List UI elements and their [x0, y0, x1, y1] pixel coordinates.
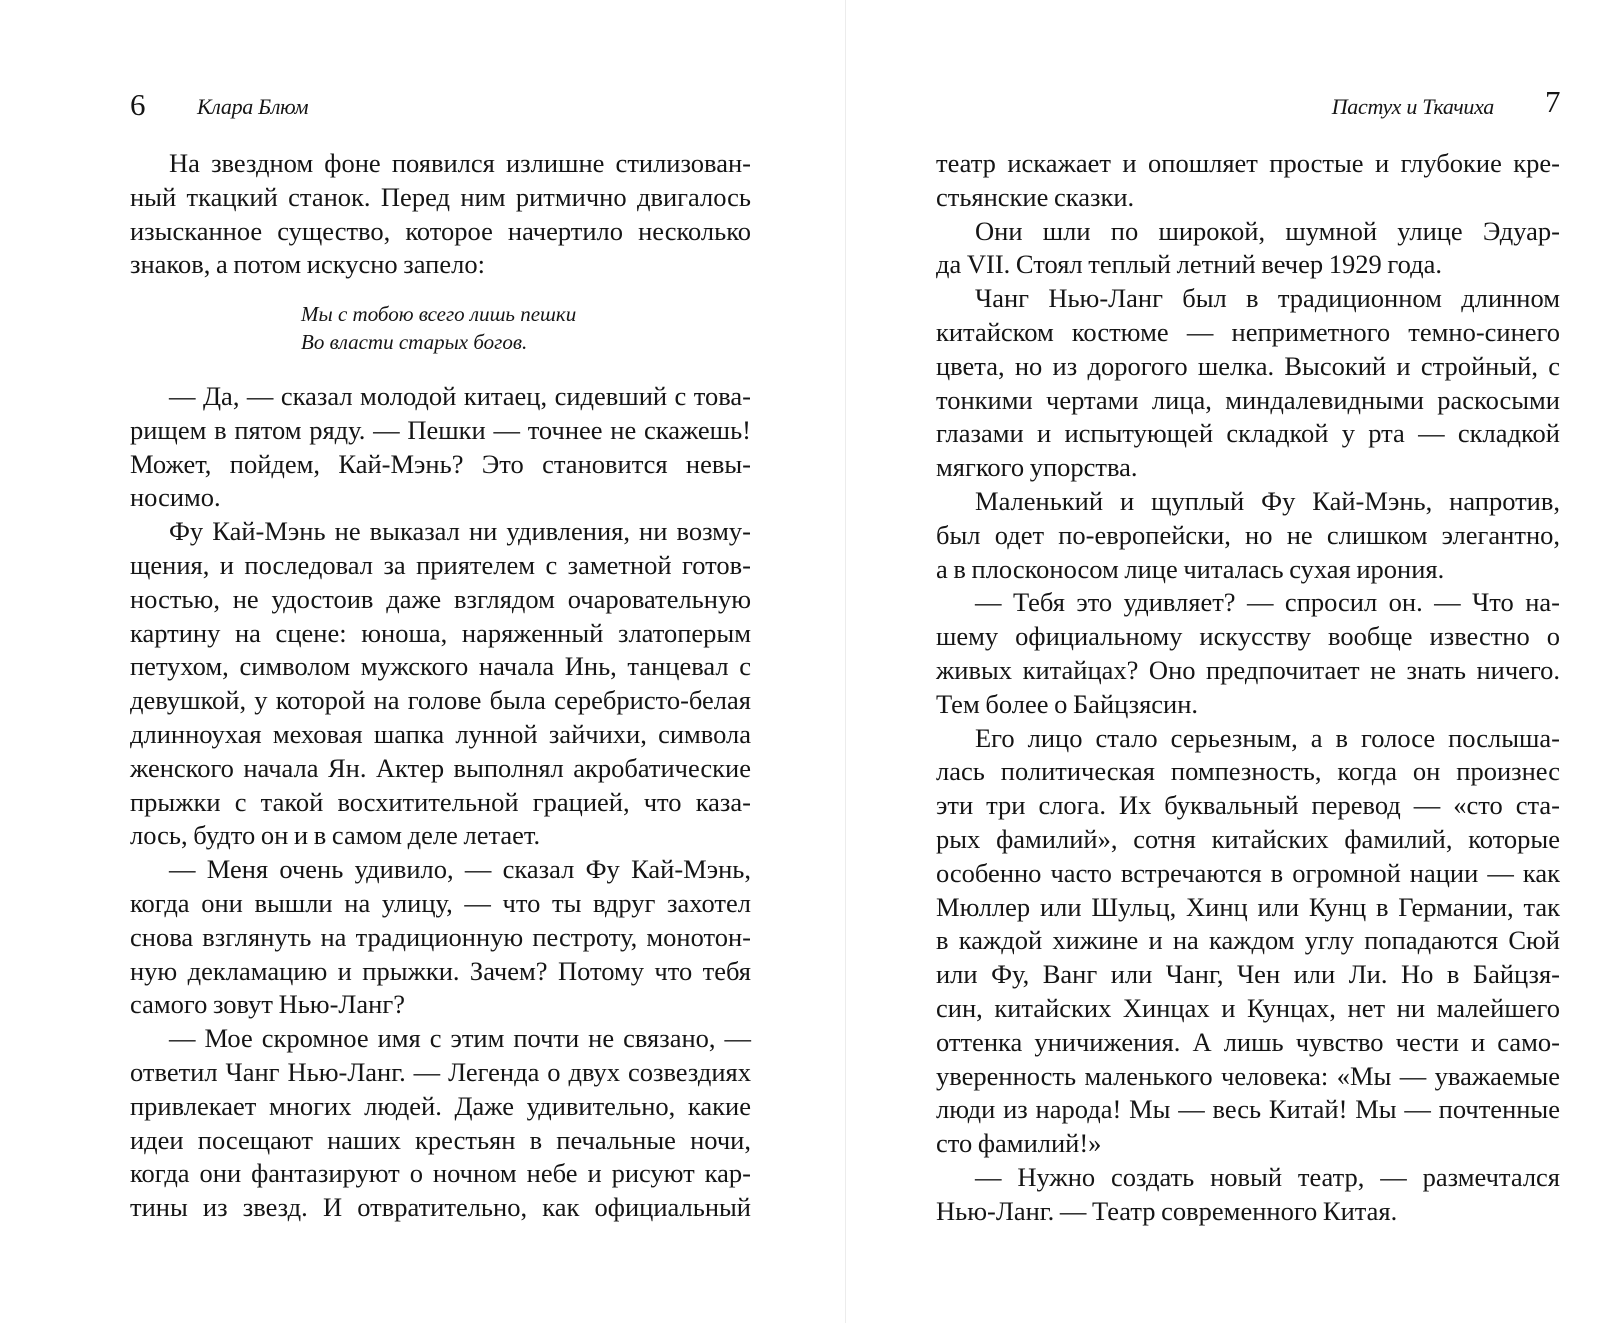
text-line: был одет по-европейски, но не слишком элегантно, [936, 519, 1560, 550]
running-head-author: Клара Блюм [197, 94, 309, 119]
body-text [936, 147, 1560, 1229]
text-line: особенно часто встречаются в огромной нации — как [936, 857, 1560, 888]
text-line: стьянские сказки. [936, 181, 1135, 212]
text-line: длинноухая меховая шапка лунной зайчихи, символа [130, 718, 751, 749]
text-line: в каждой хижине и на каждом углу попадаются Сюй [936, 925, 1560, 956]
text-line: ответил Чанг Нью-Ланг. — Легенда о двух созвездиях [130, 1056, 751, 1087]
text-line: Нью-Ланг. — Театр современного Китая. [936, 1195, 1398, 1226]
text-line: Его лицо стало серьезным, а в голосе послыша- [975, 722, 1560, 753]
text-line: сто фамилий!» [936, 1128, 1102, 1159]
text-line: Маленький и щуплый Фу Кай-Мэнь, напротив, [975, 485, 1560, 516]
text-line: — Тебя это удивляет? — спросил он. — Что на- [975, 587, 1560, 618]
text-line: да VII. Стоял теплый летний вечер 1929 года. [936, 249, 1442, 280]
text-line: тонкими чертами лица, миндалевидными раскосыми [936, 384, 1560, 415]
text-line: петухом, символом мужского начала Инь, танцевал с [130, 651, 751, 682]
text-line: шему официальному искусству вообще известно о [936, 621, 1560, 652]
verse-quote [301, 300, 576, 356]
text-line: цвета, но из дорогого шелка. Высокий и стройный, с [936, 350, 1560, 381]
text-line: Чанг Нью-Ланг был в традиционном длинном [975, 283, 1560, 314]
text-line: син, китайских Хинцах и Кунцах, нет ни малейшего [936, 992, 1560, 1023]
text-line: девушкой, у которой на голове была серебристо-белая [130, 685, 751, 716]
text-line: щения, и последовал за приятелем с заметной готов- [130, 549, 751, 580]
text-line: Тем более о Байцзясин. [936, 688, 1199, 719]
text-line: уверенность маленького человека: «Мы — уважаемые [936, 1060, 1560, 1091]
text-line: оттенка уничижения. А лишь чувство чести и само- [936, 1026, 1560, 1057]
body-text-after-verse [130, 380, 751, 1225]
text-line: а в плосконосом лице читалась сухая ирония. [936, 553, 1445, 584]
text-line: привлекает многих людей. Даже удивительно, какие [130, 1090, 751, 1121]
page-number-right: 7 [1545, 84, 1561, 119]
text-line: самого зовут Нью-Ланг? [130, 989, 405, 1020]
text-line: эти три слога. Их буквальный перевод — «сто ста- [936, 790, 1560, 821]
verse-line: Во власти старых богов. [301, 330, 528, 354]
text-line: китайском костюме — неприметного темно-синего [936, 316, 1560, 347]
book-gutter [845, 0, 846, 1323]
text-line: носимо. [130, 482, 221, 513]
text-line: лась политическая помпезность, когда он произнес [936, 756, 1560, 787]
text-line: когда они вышли на улицу, — что ты вдруг захотел [130, 887, 751, 918]
text-line: знаков, а потом искусно запело: [130, 249, 485, 280]
text-line: ностью, не удостоив даже взглядом очаровательную [130, 583, 751, 614]
text-line: театр искажает и опошляет простые и глубокие кре- [936, 148, 1560, 178]
verse-line: Мы с тобою всего лишь пешки [301, 302, 577, 326]
text-line: Мюллер или Шульц, Хинц или Кунц в Германии, так [936, 891, 1560, 922]
text-line: Фу Кай-Мэнь не выказал ни удивления, ни возму- [169, 516, 751, 547]
text-line: прыжки с такой восхитительной грацией, что каза- [130, 786, 751, 817]
running-head-title: Пастух и Ткачиха [1331, 94, 1494, 119]
text-line: мягкого упорства. [936, 452, 1138, 483]
text-line: картину на сцене: юноша, наряженный златоперым [130, 617, 751, 648]
text-line: ный ткацкий станок. Перед ним ритмично двигалось [130, 181, 751, 212]
text-line: когда они фантазируют о ночном небе и рисуют кар- [130, 1158, 751, 1189]
text-line: рищем в пятом ряду. — Пешки — точнее не скажешь! [130, 414, 751, 445]
text-line: снова взглянуть на традиционную пестроту, монотон- [130, 921, 751, 952]
text-line: — Меня очень удивило, — сказал Фу Кай-Мэнь, [169, 854, 751, 885]
text-line: На звездном фоне появился излишне стилизован- [169, 148, 751, 178]
text-line: женского начала Ян. Актер выполнял акробатические [130, 752, 751, 783]
text-line: тины из звезд. И отвратительно, как официальный [130, 1192, 751, 1223]
body-text-before-verse [130, 147, 751, 282]
page-number-left: 6 [130, 87, 146, 122]
text-line: глазами и испытующей складкой у рта — складкой [936, 418, 1560, 449]
text-line: — Мое скромное имя с этим почти не связано, — [169, 1023, 751, 1054]
text-line: идеи посещают наших крестьян в печальные ночи, [130, 1124, 751, 1155]
text-line: — Да, — сказал молодой китаец, сидевший с това- [169, 381, 751, 411]
text-line: изысканное существо, которое начертило несколько [130, 215, 751, 246]
text-line: ную декламацию и прыжки. Зачем? Потому что тебя [130, 955, 751, 986]
text-line: живых китайцах? Оно предпочитает не знать ничего. [936, 654, 1560, 685]
text-line: люди из народа! Мы — весь Китай! Мы — почтенные [936, 1094, 1560, 1125]
text-line: рых фамилий», сотня китайских фамилий, которые [936, 823, 1560, 854]
text-line: лось, будто он и в самом деле летает. [130, 820, 541, 851]
text-line: — Нужно создать новый театр, — размечтался [975, 1161, 1560, 1192]
text-line: Они шли по широкой, шумной улице Эдуар- [975, 215, 1560, 246]
text-line: или Фу, Ванг или Чанг, Чен или Ли. Но в Байцзя- [936, 959, 1560, 990]
text-line: Может, пойдем, Кай-Мэнь? Это становится невы- [130, 448, 751, 479]
